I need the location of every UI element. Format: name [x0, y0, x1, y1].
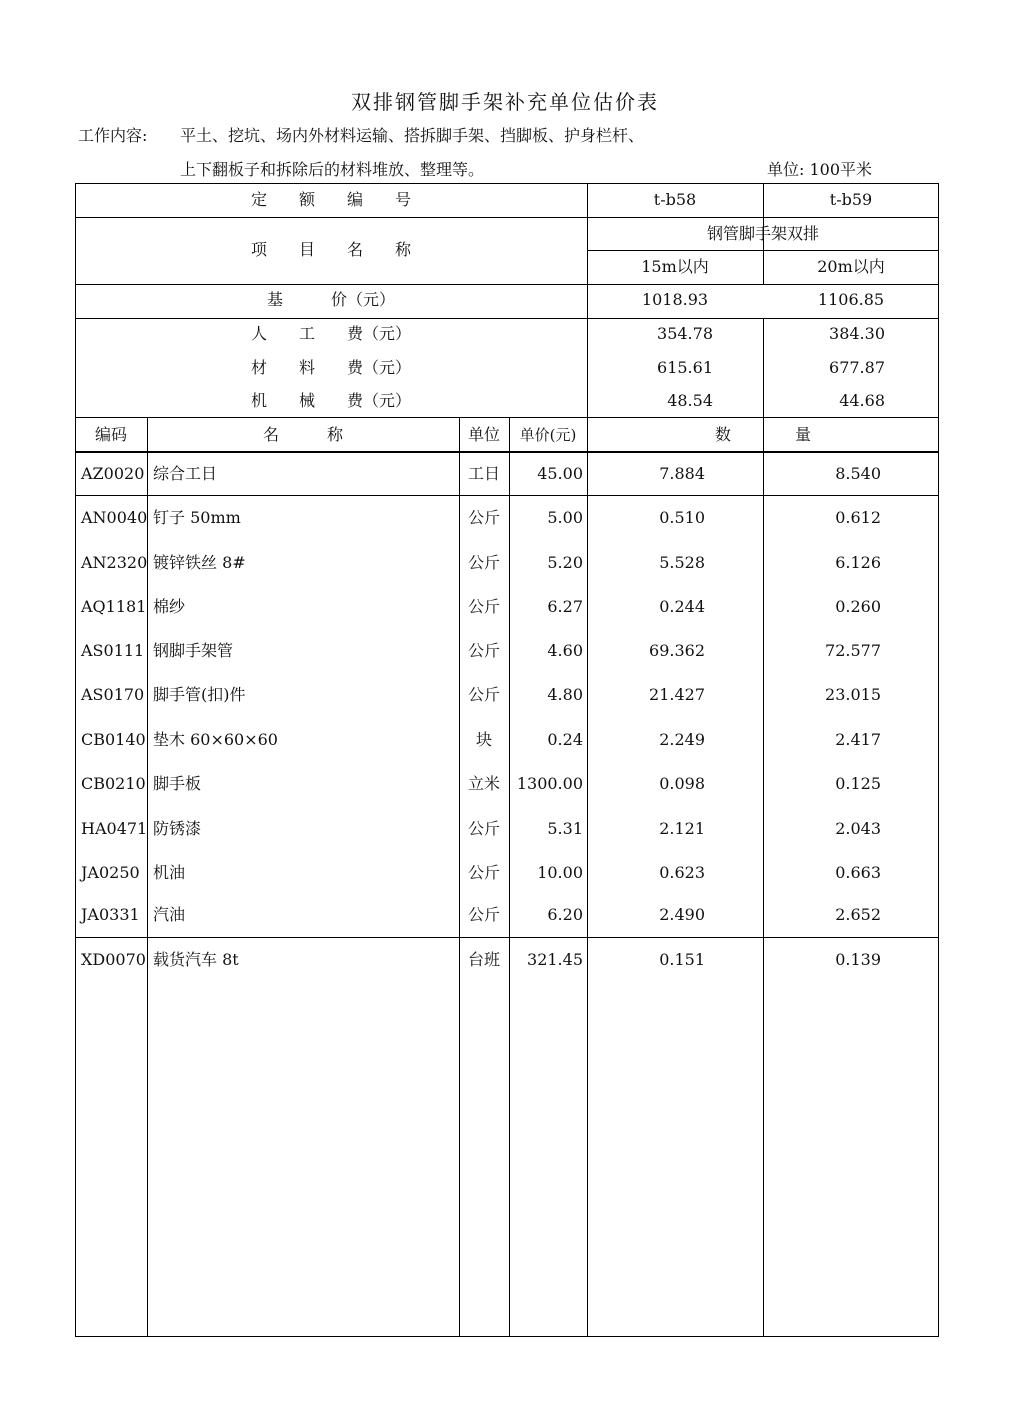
unit-label: 单位: 100平米	[767, 160, 873, 179]
sub-name-1: 15m以内	[641, 257, 709, 276]
table-row	[75, 553, 939, 575]
row-code: JA0250	[81, 863, 140, 882]
base-price-label: 基 价（元）	[266, 290, 395, 309]
row-qty-2: 2.043	[835, 819, 881, 838]
labor-cost-1: 354.78	[657, 324, 713, 343]
row-unit: 台班	[467, 950, 500, 969]
row-name: 脚手管(扣)件	[153, 685, 246, 704]
row-unit: 公斤	[467, 685, 500, 704]
row-qty-1: 0.151	[659, 950, 705, 969]
row-unit: 公斤	[467, 508, 500, 527]
material-cost-2: 677.87	[829, 358, 885, 377]
row-qty-1: 2.490	[659, 905, 705, 924]
row-qty-2: 6.126	[835, 553, 881, 572]
col-name-header: 名 称	[262, 425, 343, 444]
row-qty-1: 0.623	[659, 863, 705, 882]
table-border-right	[938, 183, 939, 1337]
row-name: 脚手板	[153, 774, 202, 793]
labor-cost-2: 384.30	[829, 324, 885, 343]
row-qty-1: 7.884	[659, 464, 705, 483]
col-qty-header: 数 量	[714, 425, 811, 444]
row-qty-2: 0.260	[835, 597, 881, 616]
row-qty-1: 2.121	[659, 819, 705, 838]
hline	[75, 417, 939, 418]
row-code: AS0170	[81, 685, 145, 704]
row-qty-1: 21.427	[649, 685, 705, 704]
row-qty-1: 5.528	[659, 553, 705, 572]
table-row	[75, 508, 939, 530]
row-unit: 公斤	[467, 863, 500, 882]
hline	[75, 451, 939, 453]
row-price: 1300.00	[516, 774, 583, 793]
row-name: 垫木 60×60×60	[153, 730, 278, 749]
row-unit: 公斤	[467, 819, 500, 838]
hline	[75, 284, 939, 285]
machine-cost-1: 48.54	[667, 391, 713, 410]
material-cost-1: 615.61	[657, 358, 713, 377]
row-price: 10.00	[537, 863, 583, 882]
group-name: 钢管脚手架双排	[706, 224, 819, 243]
work-content-line1: 平土、挖坑、场内外材料运输、搭拆脚手架、挡脚板、护身栏杆、	[180, 126, 645, 145]
row-qty-2: 0.663	[835, 863, 881, 882]
work-content-line2: 上下翻板子和拆除后的材料堆放、整理等。	[180, 160, 485, 179]
work-content-label: 工作内容:	[78, 126, 148, 145]
row-name: 镀锌铁丝 8#	[153, 553, 246, 572]
hline	[75, 217, 939, 218]
row-qty-1: 69.362	[649, 641, 705, 660]
page-title: 双排钢管脚手架补充单位估价表	[351, 90, 659, 114]
table-row	[75, 905, 939, 927]
row-code: AS0111	[81, 641, 145, 660]
row-price: 5.00	[547, 508, 583, 527]
row-name: 综合工日	[153, 464, 218, 483]
estimate-table	[75, 183, 939, 1337]
row-code: XD0070	[81, 950, 146, 969]
item-name-label: 项 目 名 称	[250, 240, 411, 259]
machine-cost-2: 44.68	[839, 391, 885, 410]
row-name: 钉子 50mm	[153, 508, 241, 527]
row-name: 载货汽车 8t	[153, 950, 239, 969]
table-row	[75, 730, 939, 752]
row-unit: 公斤	[467, 905, 500, 924]
row-code: AN0040	[81, 508, 148, 527]
table-row	[75, 950, 939, 972]
row-code: AQ1181	[81, 597, 147, 616]
labor-cost-label: 人 工 费（元）	[250, 324, 411, 343]
row-unit: 公斤	[467, 553, 500, 572]
material-cost-label: 材 料 费（元）	[250, 358, 411, 377]
table-row	[75, 774, 939, 796]
row-name: 钢脚手架管	[153, 641, 234, 660]
row-qty-2: 2.652	[835, 905, 881, 924]
row-qty-2: 0.139	[835, 950, 881, 969]
row-name: 汽油	[153, 905, 186, 924]
row-qty-2: 2.417	[835, 730, 881, 749]
row-qty-2: 23.015	[825, 685, 881, 704]
row-qty-1: 0.098	[659, 774, 705, 793]
vline	[587, 183, 588, 1337]
col-code-header: 编码	[94, 425, 127, 444]
base-price-1: 1018.93	[641, 290, 709, 309]
hline	[75, 937, 939, 938]
row-unit: 公斤	[467, 597, 500, 616]
row-price: 4.60	[547, 641, 583, 660]
table-row	[75, 641, 939, 663]
base-price-2: 1106.85	[817, 290, 885, 309]
row-price: 6.27	[547, 597, 583, 616]
table-border-left	[75, 183, 76, 1337]
row-qty-2: 8.540	[835, 464, 881, 483]
table-row	[75, 597, 939, 619]
row-price: 6.20	[547, 905, 583, 924]
hline	[75, 318, 939, 319]
col-price-header: 单价(元)	[519, 426, 577, 444]
row-unit: 立米	[467, 774, 500, 793]
row-qty-1: 0.244	[659, 597, 705, 616]
row-name: 防锈漆	[153, 819, 202, 838]
row-qty-2: 0.125	[835, 774, 881, 793]
row-code: CB0140	[81, 730, 146, 749]
sub-name-2: 20m以内	[817, 257, 885, 276]
quota-code-2: t-b59	[829, 190, 873, 209]
row-price: 321.45	[527, 950, 583, 969]
row-price: 0.24	[547, 730, 583, 749]
machine-cost-label: 机 械 费（元）	[250, 391, 411, 410]
row-code: HA0471	[81, 819, 148, 838]
quota-no-label: 定 额 编 号	[250, 190, 411, 209]
row-name: 机油	[153, 863, 186, 882]
table-row	[75, 819, 939, 841]
row-unit: 块	[475, 730, 492, 749]
table-row	[75, 685, 939, 707]
col-unit-header: 单位	[467, 425, 500, 444]
row-unit: 工日	[467, 464, 500, 483]
row-qty-2: 0.612	[835, 508, 881, 527]
row-qty-1: 2.249	[659, 730, 705, 749]
table-border-bottom	[75, 1336, 939, 1337]
row-price: 5.20	[547, 553, 583, 572]
row-price: 5.31	[547, 819, 583, 838]
row-qty-1: 0.510	[659, 508, 705, 527]
row-code: CB0210	[81, 774, 146, 793]
row-unit: 公斤	[467, 641, 500, 660]
row-code: AN2320	[81, 553, 148, 572]
row-price: 4.80	[547, 685, 583, 704]
quota-code-1: t-b58	[653, 190, 697, 209]
hline	[75, 495, 939, 496]
table-border-top	[75, 183, 939, 184]
row-price: 45.00	[537, 464, 583, 483]
row-qty-2: 72.577	[825, 641, 881, 660]
table-row	[75, 464, 939, 486]
row-code: JA0331	[81, 905, 140, 924]
row-code: AZ0020	[81, 464, 145, 483]
table-row	[75, 863, 939, 885]
row-name: 棉纱	[153, 597, 186, 616]
